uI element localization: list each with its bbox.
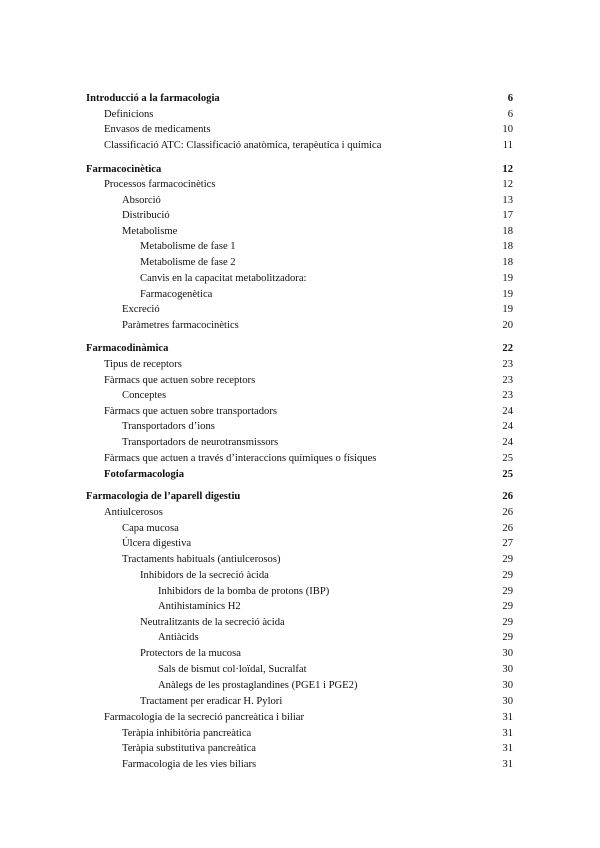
toc-entry-title: Metabolisme (122, 226, 178, 237)
toc-entry[interactable] (86, 695, 513, 708)
toc-entry-page: 31 (502, 743, 513, 754)
toc-entry-page: 23 (502, 359, 513, 370)
toc-entry-page: 30 (502, 696, 513, 707)
toc-entry-page: 18 (502, 257, 513, 268)
toc-entry[interactable] (86, 374, 513, 387)
toc-entry-title: Transportadors de neurotransmissors (122, 437, 279, 448)
toc-entry-title: Antiulcerosos (104, 507, 163, 518)
toc-entry[interactable] (86, 711, 513, 724)
toc-chapter[interactable] (86, 163, 513, 176)
toc-entry[interactable] (86, 123, 513, 136)
toc-entry-title: Farmacologia de les vies biliars (122, 759, 257, 770)
toc-entry[interactable] (86, 288, 513, 301)
toc-entry-page: 27 (502, 538, 513, 549)
toc-entry-title: Antiàcids (158, 632, 199, 643)
toc-entry-page: 26 (502, 491, 513, 502)
toc-entry-title: Protectors de la mucosa (140, 648, 241, 659)
toc-entry-page: 22 (502, 343, 513, 354)
toc-entry-page: 17 (502, 210, 513, 221)
toc-entry-page: 31 (502, 759, 513, 770)
toc-entry[interactable] (86, 358, 513, 371)
toc-entry[interactable] (86, 553, 513, 566)
toc-entry-title: Metabolisme de fase 1 (140, 241, 236, 252)
toc-entry-page: 10 (502, 124, 513, 135)
toc-entry-title: Fàrmacs que actuen sobre receptors (104, 375, 256, 386)
toc-entry-title: Farmacogenètica (140, 289, 213, 300)
toc-entry[interactable] (86, 319, 513, 332)
toc-entry-page: 6 (507, 93, 513, 104)
toc-entry-page: 24 (502, 421, 513, 432)
toc-entry[interactable] (86, 389, 513, 402)
toc-entry[interactable] (86, 742, 513, 755)
toc-entry-page: 30 (502, 648, 513, 659)
toc-entry-page: 23 (502, 390, 513, 401)
toc-entry-page: 19 (502, 289, 513, 300)
toc-entry-page: 29 (502, 617, 513, 628)
toc-entry-title: Farmacodinàmica (86, 343, 169, 354)
toc-entry-page: 29 (502, 632, 513, 643)
toc-entry[interactable] (86, 256, 513, 269)
toc-entry-page: 31 (502, 728, 513, 739)
toc-entry-title: Distribució (122, 210, 170, 221)
toc-entry-title: Anàlegs de les prostaglandines (PGE1 i PGE2) (158, 680, 358, 691)
toc-entry-page: 30 (502, 680, 513, 691)
toc-entry-title: Processos farmacocinètics (104, 179, 216, 190)
toc-entry-page: 29 (502, 570, 513, 581)
toc-chapter[interactable] (86, 92, 513, 105)
toc-entry-title: Fàrmacs que actuen a través d’interaccions químiques o físiques (104, 453, 377, 464)
toc-entry[interactable] (86, 178, 513, 191)
toc-entry-title: Excreció (122, 304, 160, 315)
toc-entry[interactable] (86, 420, 513, 433)
toc-entry-title: Conceptes (122, 390, 167, 401)
toc-entry-title: Paràmetres farmacocinètics (122, 320, 239, 331)
toc-entry[interactable] (86, 303, 513, 316)
toc-entry[interactable] (86, 272, 513, 285)
toc-entry-page: 12 (502, 179, 513, 190)
toc-entry[interactable] (86, 631, 513, 644)
toc-entry[interactable] (86, 139, 513, 152)
toc-entry-page: 19 (502, 304, 513, 315)
toc-entry[interactable] (86, 405, 513, 418)
toc-entry-title: Capa mucosa (122, 523, 179, 534)
toc-entry[interactable] (86, 468, 513, 481)
toc-entry[interactable] (86, 209, 513, 222)
toc-entry[interactable] (86, 600, 513, 613)
toc-entry-title: Inhibidors de la bomba de protons (IBP) (158, 586, 330, 597)
toc-entry-page: 29 (502, 586, 513, 597)
toc-entry[interactable] (86, 585, 513, 598)
toc-entry[interactable] (86, 758, 513, 771)
toc-entry-title: Tractament per eradicar H. Pylori (140, 696, 283, 707)
toc-entry-title: Farmacologia de l’aparell digestiu (86, 491, 241, 502)
toc-entry-page: 20 (502, 320, 513, 331)
toc-entry-page: 11 (502, 140, 513, 151)
toc-entry-page: 29 (502, 601, 513, 612)
toc-entry-page: 6 (507, 109, 513, 120)
toc-entry-title: Sals de bismut col·loïdal, Sucralfat (158, 664, 307, 675)
toc-entry-title: Metabolisme de fase 2 (140, 257, 236, 268)
toc-entry[interactable] (86, 663, 513, 676)
toc-entry-title: Definicions (104, 109, 154, 120)
toc-entry-page: 18 (502, 226, 513, 237)
toc-entry-title: Transportadors d’ions (122, 421, 215, 432)
toc-entry-title: Tipus de receptors (104, 359, 182, 370)
toc-entry-title: Inhibidors de la secreció àcida (140, 570, 269, 581)
toc-entry-page: 13 (502, 195, 513, 206)
toc-entry[interactable] (86, 537, 513, 550)
toc-entry[interactable] (86, 506, 513, 519)
toc-entry-title: Envasos de medicaments (104, 124, 211, 135)
toc-entry-page: 23 (502, 375, 513, 386)
toc-entry[interactable] (86, 240, 513, 253)
toc-entry[interactable] (86, 679, 513, 692)
toc-entry-title: Canvis en la capacitat metabolitzadora: (140, 273, 307, 284)
toc-entry-title: Introducció a la farmacologia (86, 93, 220, 104)
toc-entry[interactable] (86, 522, 513, 535)
toc-entry-page: 24 (502, 437, 513, 448)
toc-entry[interactable] (86, 452, 513, 465)
toc-entry-page: 25 (502, 453, 513, 464)
toc-entry-title: Neutralitzants de la secreció àcida (140, 617, 285, 628)
toc-chapter[interactable] (86, 490, 513, 503)
toc-entry[interactable] (86, 647, 513, 660)
toc-entry-page: 24 (502, 406, 513, 417)
toc-entry-title: Úlcera digestiva (122, 538, 192, 549)
toc-entry-page: 19 (502, 273, 513, 284)
toc-entry-title: Classificació ATC: Classificació anatòmica, terapèutica i química (104, 140, 382, 151)
toc-entry[interactable] (86, 108, 513, 121)
toc-entry[interactable] (86, 569, 513, 582)
toc-entry-page: 12 (502, 164, 513, 175)
toc-entry-title: Fotofarmacologia (104, 469, 185, 480)
toc-entry-page: 30 (502, 664, 513, 675)
toc-entry[interactable] (86, 616, 513, 629)
toc-entry-page: 25 (502, 469, 513, 480)
toc-entry-title: Absorció (122, 195, 161, 206)
toc-entry-title: Teràpia substitutiva pancreàtica (122, 743, 256, 754)
toc-entry[interactable] (86, 225, 513, 238)
toc-entry-title: Fàrmacs que actuen sobre transportadors (104, 406, 277, 417)
toc-chapter[interactable] (86, 342, 513, 355)
toc-entry-page: 26 (502, 523, 513, 534)
toc-entry-title: Tractaments habituals (antiulcerosos) (122, 554, 281, 565)
toc-entry-title: Farmacologia de la secreció pancreàtica i biliar (104, 712, 304, 723)
toc-entry[interactable] (86, 436, 513, 449)
toc-entry[interactable] (86, 194, 513, 207)
toc-entry-title: Farmacocinètica (86, 164, 162, 175)
toc-entry-page: 29 (502, 554, 513, 565)
toc-entry[interactable] (86, 727, 513, 740)
toc-entry-page: 26 (502, 507, 513, 518)
toc-entry-page: 18 (502, 241, 513, 252)
toc-entry-page: 31 (502, 712, 513, 723)
toc-entry-title: Antihistamínics H2 (158, 601, 241, 612)
toc-entry-title: Teràpia inhibitòria pancreàtica (122, 728, 252, 739)
